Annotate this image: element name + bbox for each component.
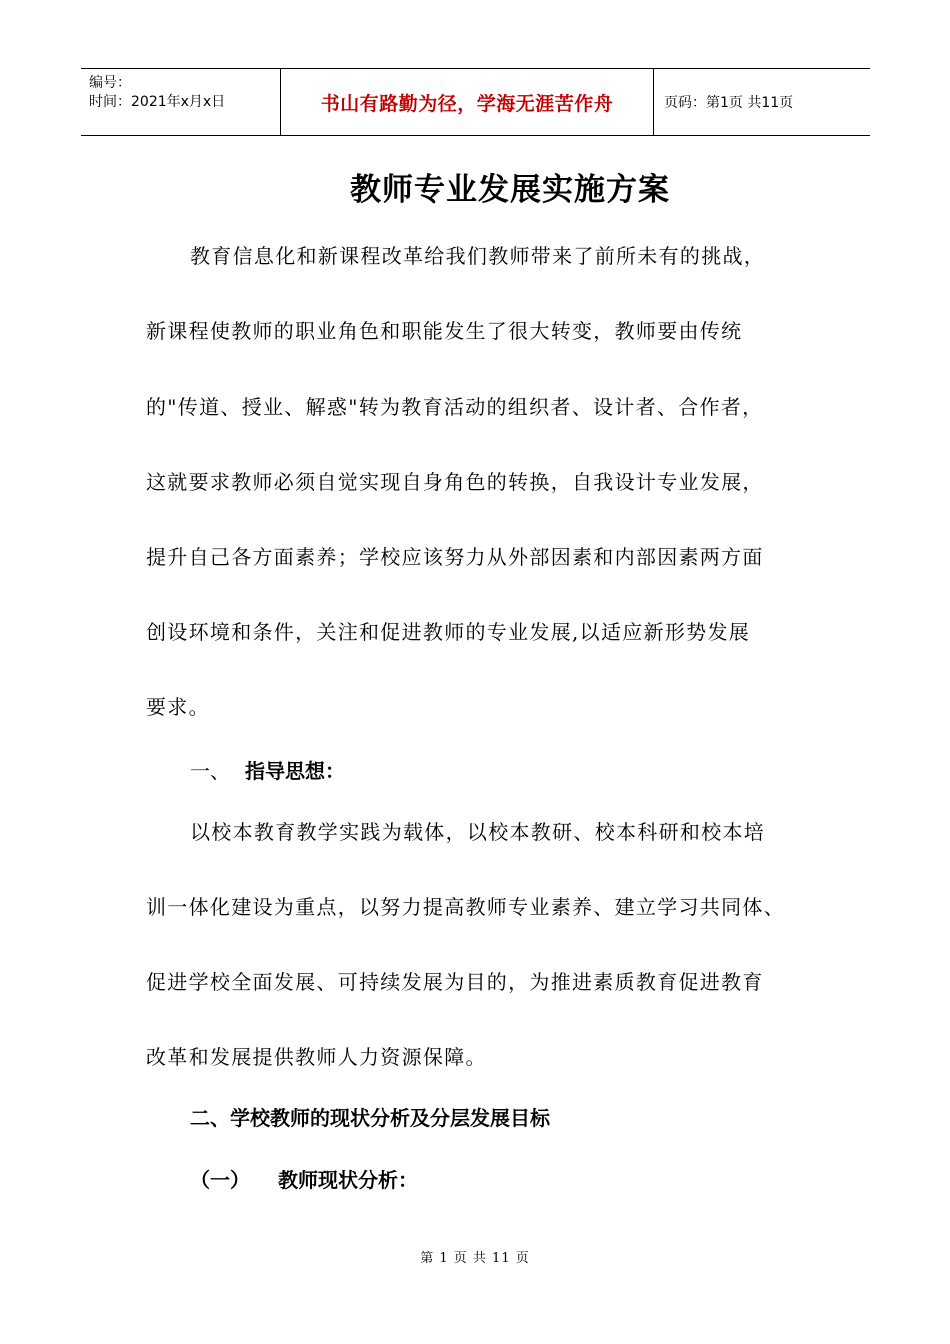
intro-line: 这就要求教师必须自觉实现自身角色的转换，自我设计专业发展， <box>146 470 764 494</box>
section1-line: 训一体化建设为重点，以努力提高教师专业素养、建立学习共同体、 <box>146 895 785 919</box>
title-text: 教师专业发展实施方案 <box>350 172 670 208</box>
header-motto-cell <box>281 69 654 135</box>
section1-line: 改革和发展提供教师人力资源保障。 <box>146 1045 487 1069</box>
section2-sub-number: （一） <box>190 1168 250 1192</box>
section1-line: 以校本教育教学实践为载体，以校本教研、校本科研和校本培 <box>190 820 766 844</box>
intro-line: 新课程使教师的职业角色和职能发生了很大转变，教师要由传统 <box>146 319 743 343</box>
section1-heading: 指导思想： <box>245 759 345 783</box>
intro-line: 提升自己各方面素养；学校应该努力从外部因素和内部因素两方面 <box>146 545 764 569</box>
intro-line: 教育信息化和新课程改革给我们教师带来了前所未有的挑战， <box>190 244 766 268</box>
doc-time-label: 时间：2021年x月x日 <box>89 94 226 110</box>
section2-sub-heading: 教师现状分析： <box>278 1168 418 1192</box>
intro-line: 的"传道、授业、解惑"转为教育活动的组织者、设计者、合作者， <box>146 395 764 419</box>
motto-text: 书山有路勤为径，学海无涯苦作舟 <box>320 92 614 115</box>
doc-number-label: 编号： <box>89 75 131 91</box>
header-page-cell <box>654 69 870 135</box>
section2-heading: 二、学校教师的现状分析及分层发展目标 <box>190 1106 550 1130</box>
intro-line: 要求。 <box>146 695 210 719</box>
document-title <box>0 164 950 209</box>
header-meta-cell <box>81 69 281 135</box>
document-header <box>81 68 870 136</box>
page-footer: 第 1 页 共 11 页 <box>420 1251 530 1266</box>
section1-number: 一、 <box>190 759 230 783</box>
section1-line: 促进学校全面发展、可持续发展为目的，为推进素质教育促进教育 <box>146 970 764 994</box>
header-page-info: 页码：第1页 共11页 <box>664 95 794 111</box>
intro-line: 创设环境和条件，关注和促进教师的专业发展,以适应新形势发展 <box>146 620 751 644</box>
